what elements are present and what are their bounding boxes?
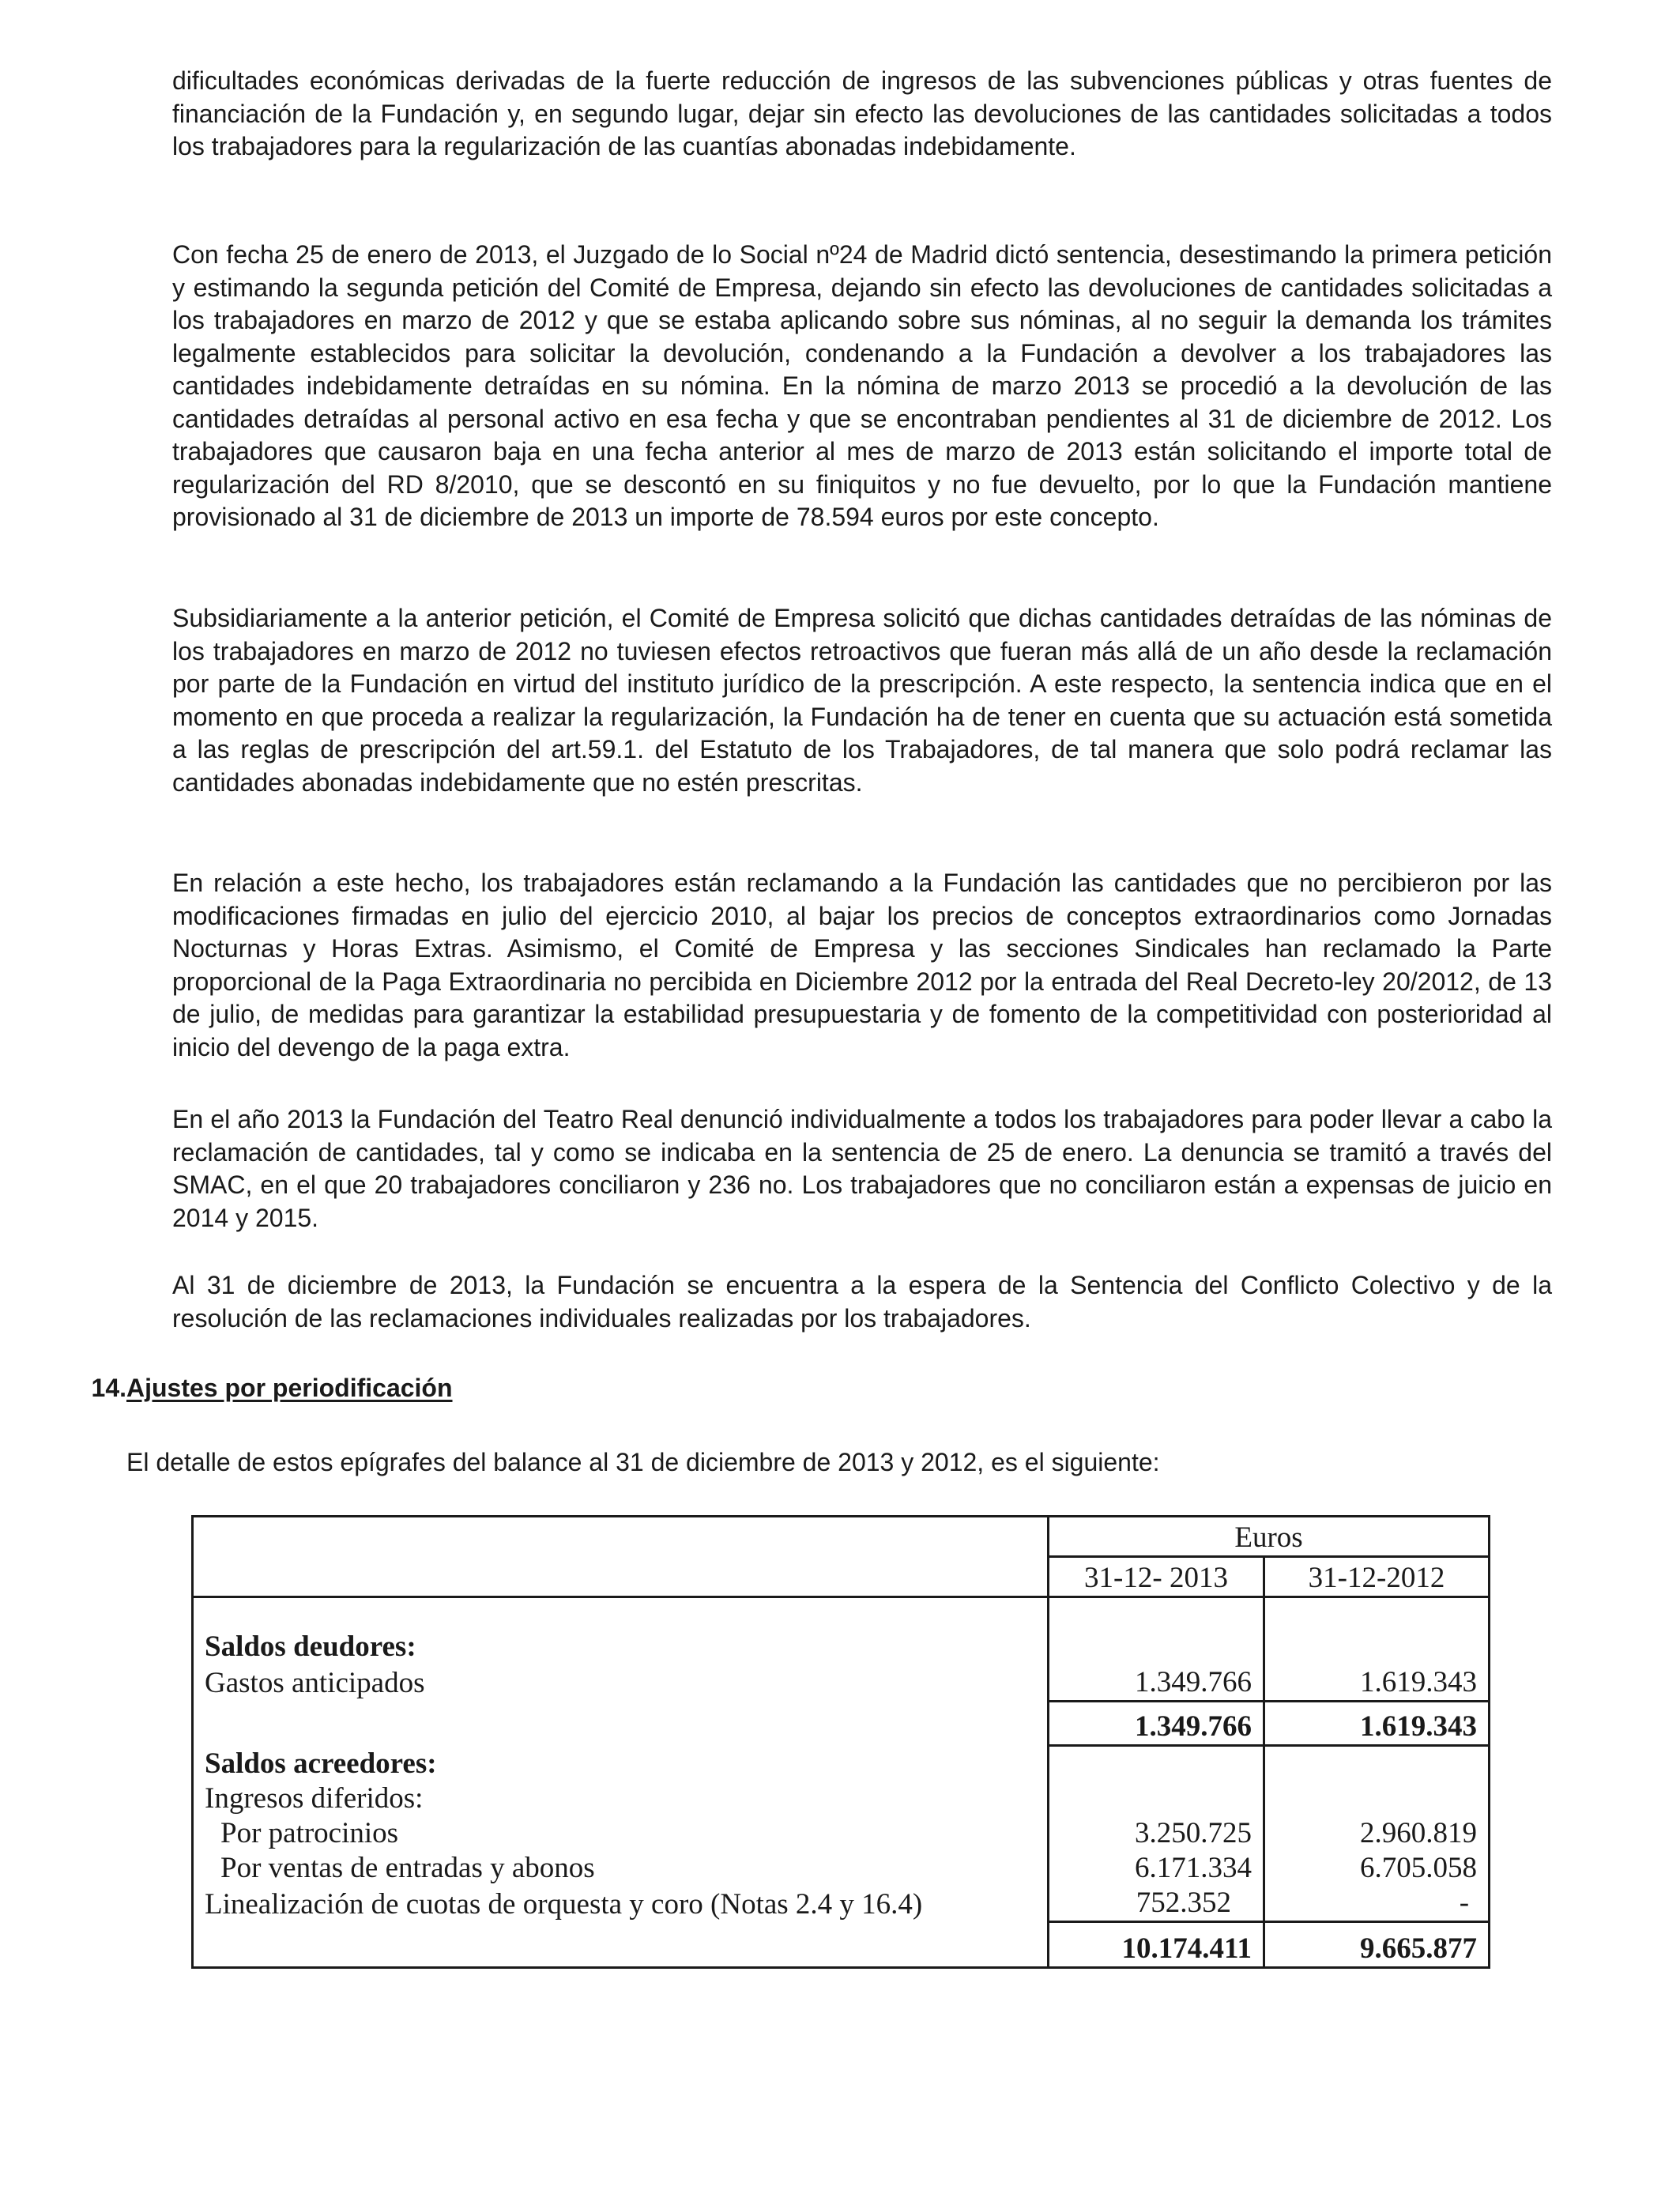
acreedores-total-2012: 9.665.877 (1264, 1922, 1490, 1968)
periodification-table (191, 1515, 1490, 1969)
patrocinios-label: Por patrocinios (193, 1816, 1049, 1851)
saldos-acreedores-label: Saldos acreedores: (193, 1745, 1049, 1781)
section-intro: El detalle de estos epígrafes del balance al 31 de diciembre de 2013 y 2012, es el siguiente: (126, 1448, 1160, 1476)
paragraph-denuncia: En el año 2013 la Fundación del Teatro Real denunció individualmente a todos los trabajadores para poder llevar a cabo la reclamación de cantidades, tal y como se indicaba en la sentencia de 25 de enero. La denuncia se tramitó a través del SMAC, en el que 20 trabajadores conciliaron y 236 no. Los trabajadores que no conciliaron están a expensas de juicio en 2014 y 2015. (172, 1105, 1552, 1232)
patrocinios-2013: 3.250.725 (1049, 1816, 1264, 1851)
table-row-acreedores-label (193, 1745, 1490, 1781)
table-header-row-1 (193, 1517, 1490, 1557)
header-blank-cell (193, 1517, 1049, 1597)
paragraph-dificultades: dificultades económicas derivadas de la fuerte reducción de ingresos de las subvenciones públicas y otras fuentes de financiación de la Fundación y, en segundo lugar, dejar sin efecto las devoluciones de las cantidades solicitadas a todos los trabajadores para la regularización de las cuantías abonadas indebidamente. (172, 66, 1552, 160)
table-row-patrocinios (193, 1816, 1490, 1851)
ventas-2012: 6.705.058 (1264, 1851, 1490, 1886)
cell-empty (1049, 1781, 1264, 1816)
linealizacion-label: Linealización de cuotas de orquesta y coro (Notas 2.4 y 16.4) (193, 1886, 1049, 1922)
cell-empty (1264, 1745, 1490, 1781)
table-row-linealizacion (193, 1886, 1490, 1922)
cell-empty (193, 1922, 1049, 1968)
table-row-gastos-anticipados (193, 1664, 1490, 1701)
paragraph-reclamaciones: En relación a este hecho, los trabajadores están reclamando a la Fundación las cantidades que no percibieron por las modificaciones firmadas en julio del ejercicio 2010, al bajar los precios de conceptos extraordinarios como Jornadas Nocturnas y Horas Extras. Asimismo, el Comité de Empresa y las secciones Sindicales han reclamado la Parte proporcional de la Paga Extraordinaria no percibida en Diciembre 2012 por la entrada del Real Decreto-ley 20/2012, de 13 de julio, de medidas para garantizar la estabilidad presupuestaria y de fomento de la competitividad con posterioridad al inicio del devengo de la paga extra. (172, 869, 1552, 1061)
section-heading (62, 1374, 453, 1403)
cell-empty (193, 1701, 1049, 1745)
cell-empty (1264, 1781, 1490, 1816)
header-2013: 31-12- 2013 (1049, 1557, 1264, 1597)
header-2012: 31-12-2012 (1264, 1557, 1490, 1597)
ventas-2013: 6.171.334 (1049, 1851, 1264, 1886)
paragraph-subsidiariamente: Subsidiariamente a la anterior petición, el Comité de Empresa solicitó que dichas cantidades detraídas de las nóminas de los trabajadores en marzo de 2012 no tuviesen efectos retroactivos que fueran más allá de un año desde la reclamación por parte de la Fundación en virtud del instituto jurídico de la prescripción. A este respecto, la sentencia indica que en el momento en que proceda a realizar la regularización, la Fundación ha de tener en cuenta que su actuación está sometida a las reglas de prescripción del art.59.1. del Estatuto de los Trabajadores, de tal manera que solo podrá reclamar las cantidades abonadas indebidamente que no estén prescritas. (172, 604, 1552, 797)
acreedores-total-2013: 10.174.411 (1049, 1922, 1264, 1968)
table-row-deudores-total (193, 1701, 1490, 1745)
gastos-anticipados-2012: 1.619.343 (1264, 1664, 1490, 1701)
cell-empty (1264, 1597, 1490, 1665)
deudores-total-2013: 1.349.766 (1049, 1701, 1264, 1745)
gastos-anticipados-2013: 1.349.766 (1049, 1664, 1264, 1701)
ingresos-diferidos-label: Ingresos diferidos: (193, 1781, 1049, 1816)
table-row-ingresos-diferidos (193, 1781, 1490, 1816)
table-row-acreedores-total (193, 1922, 1490, 1968)
cell-empty (1049, 1597, 1264, 1665)
paragraph-sentencia: Con fecha 25 de enero de 2013, el Juzgado de lo Social nº24 de Madrid dictó sentencia, desestimando la primera petición y estimando la segunda petición del Comité de Empresa, dejando sin efecto las devoluciones de cantidades solicitadas a los trabajadores en marzo de 2012 y que se estaba aplicando sobre sus nóminas, al no seguir la demanda los trámites legalmente establecidos para solicitar la devolución, condenando a la Fundación a devolver a los trabajadores las cantidades indebidamente detraídas en su nómina. En la nómina de marzo 2013 se procedió a la devolución de las cantidades detraídas al personal activo en esa fecha y que se encontraban pendientes al 31 de diciembre de 2012. Los trabajadores que causaron baja en una fecha anterior al mes de marzo de 2013 están solicitando el importe total de regularización del RD 8/2010, que se descontó en su finiquitos y no fue devuelto, por lo que la Fundación mantiene provisionado al 31 de diciembre de 2013 un importe de 78.594 euros por este concepto. (172, 240, 1552, 531)
table-row-deudores-label (193, 1597, 1490, 1665)
patrocinios-2012: 2.960.819 (1264, 1816, 1490, 1851)
header-euros: Euros (1049, 1517, 1490, 1557)
gastos-anticipados-label: Gastos anticipados (193, 1664, 1049, 1701)
linealizacion-2012: - (1264, 1886, 1490, 1922)
linealizacion-2013: 752.352 (1049, 1886, 1264, 1922)
section-number: 14. (91, 1374, 126, 1402)
ventas-label: Por ventas de entradas y abonos (193, 1851, 1049, 1886)
deudores-total-2012: 1.619.343 (1264, 1701, 1490, 1745)
paragraph-espera-sentencia: Al 31 de diciembre de 2013, la Fundación se encuentra a la espera de la Sentencia del Conflicto Colectivo y de la resolución de las reclamaciones individuales realizadas por los trabajadores. (172, 1271, 1552, 1333)
cell-empty (1049, 1745, 1264, 1781)
saldos-deudores-label: Saldos deudores: (193, 1597, 1049, 1665)
section-title: Ajustes por periodificación (126, 1374, 453, 1402)
table-row-ventas (193, 1851, 1490, 1886)
